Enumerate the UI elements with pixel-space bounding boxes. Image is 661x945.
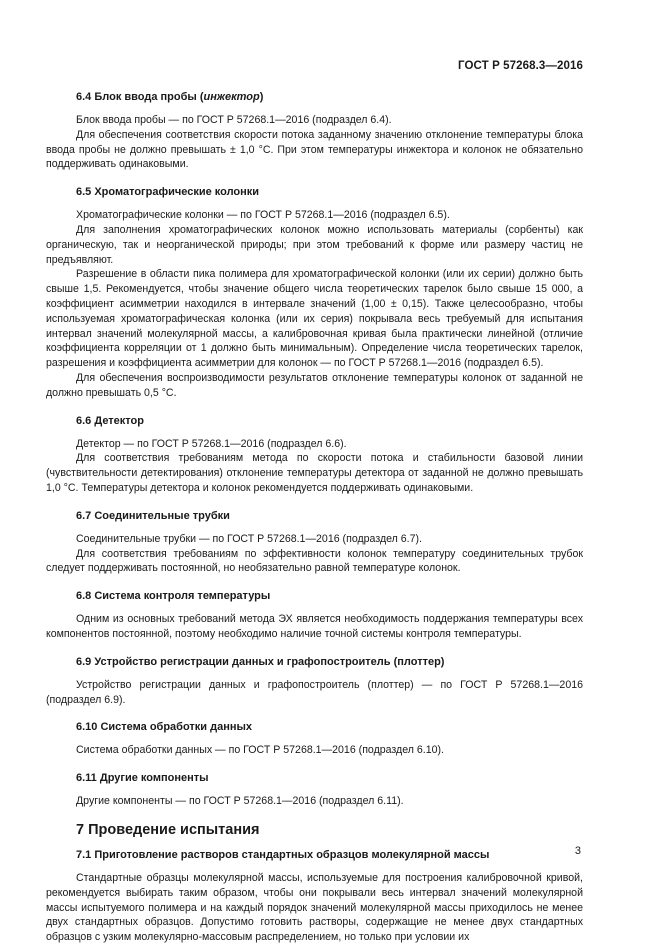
paragraph: Для обеспечения соответствия скорости потока заданному значению отклонение температуры блока ввода пробы не должно превышать ± 1,0 °С. При этом температуры инжектора и колонок не обязательно поддерживать одинаковыми. <box>46 128 583 171</box>
paragraph: Детектор — по ГОСТ Р 57268.1—2016 (подраздел 6.6). <box>76 437 347 450</box>
section-heading: 6.6 Детектор <box>76 414 144 427</box>
paragraph: Для обеспечения воспроизводимости результатов отклонение температуры колонок от заданной не должно превышать 0,5 °С. <box>46 371 583 399</box>
section-heading: 6.4 Блок ввода пробы (инжектор) <box>76 91 264 103</box>
section-6-4 <box>46 90 583 172</box>
page-content <box>46 90 583 945</box>
paragraph: Для заполнения хроматографических колонок можно использовать материалы (сорбенты) как органическую, так и неорганической природы; при этом требований к форме или размеру частиц не предъявляют. <box>46 223 583 266</box>
paragraph: Хроматографические колонки — по ГОСТ Р 57268.1—2016 (подраздел 6.5). <box>76 209 450 222</box>
paragraph: Другие компоненты — по ГОСТ Р 57268.1—2016 (подраздел 6.11). <box>76 795 404 808</box>
section-heading: 6.5 Хроматографические колонки <box>76 186 260 199</box>
page-number: 3 <box>574 845 581 857</box>
section-heading: 6.11 Другие компоненты <box>76 772 209 785</box>
paragraph: Блок ввода пробы — по ГОСТ Р 57268.1—2016 (подраздел 6.4). <box>76 114 392 126</box>
paragraph: Соединительные трубки — по ГОСТ Р 57268.1—2016 (подраздел 6.7). <box>76 532 422 545</box>
paragraph: Одним из основных требований метода ЭХ является необходимость поддержания температуры всех компонентов постоянной, поэтому необходимо наличие точной системы контроля температуры. <box>46 613 583 640</box>
section-6-8 <box>46 589 583 642</box>
paragraph: Устройство регистрации данных и графопостроитель (плоттер) — по ГОСТ Р 57268.1—2016 (подраздел 6.9). <box>46 678 583 706</box>
section-heading: 7.1 Приготовление растворов стандартных образцов молекулярной массы <box>76 848 490 861</box>
section-6-5 <box>46 185 583 400</box>
chapter-7 <box>46 822 583 945</box>
section-6-9 <box>46 655 583 708</box>
section-heading: 6.7 Соединительные трубки <box>76 509 230 522</box>
section-6-10 <box>46 720 583 758</box>
section-6-6 <box>46 414 583 496</box>
section-6-7 <box>46 509 583 576</box>
paragraph: Для соответствия требованиям метода по скорости потока и стабильности базовой линии (чувствительности детектирования) отклонение температуры детектора от заданной не должно превышать 1,0 °С. Температуры детектора и колонок рекомендуется поддерживать одинаковыми. <box>46 452 583 494</box>
section-heading: 6.8 Система контроля температуры <box>76 590 271 603</box>
paragraph: Система обработки данных — по ГОСТ Р 57268.1—2016 (подраздел 6.10). <box>76 744 444 757</box>
document-code: ГОСТ Р 57268.3—2016 <box>458 60 583 72</box>
section-6-11 <box>46 771 583 809</box>
paragraph: Для соответствия требованиям по эффективности колонок температуру соединительных трубок следует поддерживать постоянной, но необязательно равной температуре колонок. <box>46 547 583 575</box>
section-heading: 6.10 Система обработки данных <box>76 721 253 734</box>
paragraph: Стандартные образцы молекулярной массы, используемые для построения калибровочной кривой, рекомендуется выбирать таким образом, чтобы они покрывали весь интервал значений молекулярной массы испытуемого полимера и на каждый порядок значений молекулярной массы приходилось не менее двух стандартных образцов. Допустимо готовить растворы, содержащие не менее двух стандартных образцов с узким молекулярно-массовым распределением, но только при условии их <box>46 871 583 944</box>
chapter-heading: 7 Проведение испытания <box>76 821 260 838</box>
paragraph: Разрешение в области пика полимера для хроматографической колонки (или их серии) должно быть свыше 1,5. Рекомендуется, чтобы значение общего числа теоретических тарелок было свыше 15 000, а коэффициент асимметрии находился в интервале значений (1,00 ± 0,15). Также целесообразно, чтобы используемая хроматографическая колонка (или их серия) покрывала весь требуемый для испытания интервал значений молекулярной массы, а калибровочная кривая была практически линейной (отличие коэффициента корреляции от 1 должно быть минимальным). Определение числа теоретических тарелок, разрешения и коэффициента асимметрии для колонок — по ГОСТ Р 57268.1—2016 (подраздел 6.5). <box>46 268 583 370</box>
section-heading: 6.9 Устройство регистрации данных и графопостроитель (плоттер) <box>76 655 445 668</box>
